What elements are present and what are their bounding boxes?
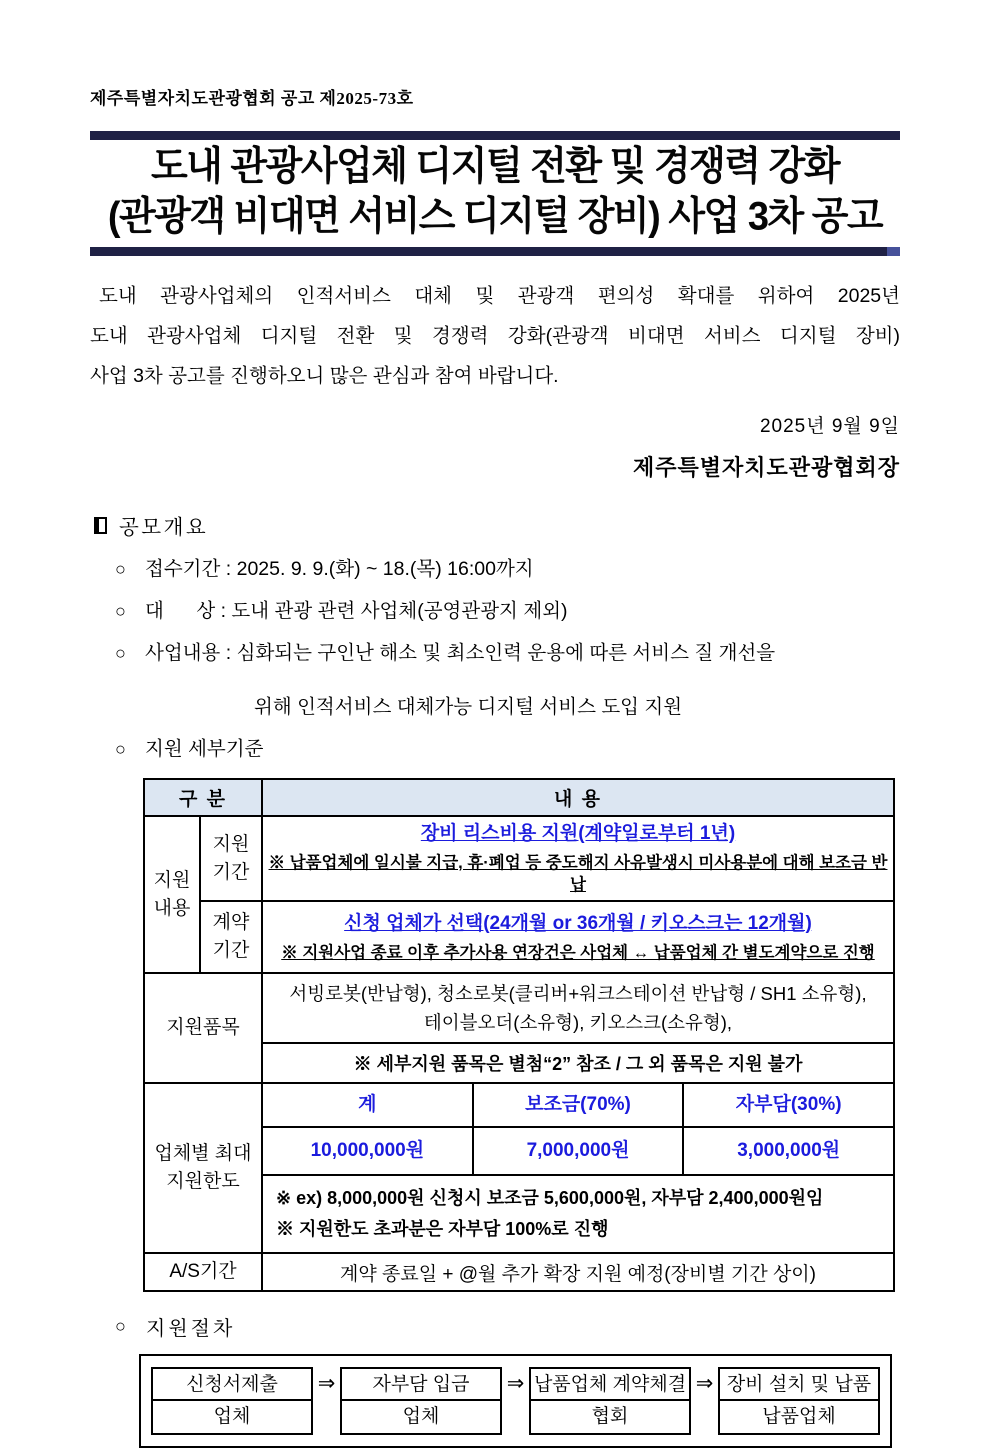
cell-support-period-content — [262, 816, 894, 901]
list-item-text: 지원 세부기준 — [145, 738, 264, 760]
title-bottom-bar-cap — [887, 247, 900, 256]
arrow-right-icon: ⇒ — [317, 1372, 336, 1395]
list-item-business-content-wrap — [115, 682, 900, 720]
process-flow-diagram — [139, 1354, 892, 1448]
process-heading-label: 지원절차 — [146, 1318, 236, 1340]
flow-step-name: 납품업체 계약체결 — [529, 1367, 691, 1401]
limit-col-subsidy: 보조금(70%) — [472, 1084, 683, 1126]
list-item-text-continued: 위해 인적서비스 대체가능 디지털 서비스 도입 지원 — [254, 696, 683, 718]
document-title — [90, 140, 900, 245]
cell-as-content: 계약 종료일 + @월 추가 확장 지원 예정(장비별 기간 상이) — [262, 1253, 894, 1291]
flow-step-name: 장비 설치 및 납품 — [718, 1367, 880, 1401]
flow-step-self-payment — [340, 1367, 502, 1435]
label-line: 업체별 최대 — [154, 1143, 252, 1164]
contract-period-main: 신청 업체가 선택(24개월 or 36개월 / 키오스크는 12개월) — [344, 912, 812, 934]
flow-step-actor: 업체 — [340, 1401, 502, 1435]
section-process-heading — [115, 1312, 900, 1341]
support-period-main: 장비 리스비용 지원(계약일로부터 1년) — [420, 823, 736, 844]
circle-bullet-icon: ○ — [115, 1316, 126, 1336]
limit-subheader-row — [263, 1084, 893, 1126]
signer: 제주특별자치도관광협회장 — [632, 455, 900, 480]
limit-val-self: 3,000,000원 — [682, 1128, 893, 1174]
circle-bullet-icon: ○ — [115, 559, 126, 579]
overview-heading-label: 공모개요 — [119, 516, 209, 539]
support-period-note: ※ 납품업체에 일시불 지급, 휴·폐업 등 중도해지 사유발생시 미사용분에 대해 보조금 반납 — [268, 854, 888, 894]
circle-bullet-icon: ○ — [115, 601, 126, 621]
intro-line-1: 도내 관광사업체의 인적서비스 대체 및 관광객 편의성 확대를 위하여 2025년 — [99, 285, 900, 307]
items-list — [263, 974, 893, 1042]
limit-values-row — [263, 1126, 893, 1174]
arrow-right-icon: ⇒ — [506, 1372, 525, 1395]
table-row-support-period — [144, 816, 894, 901]
cell-as-label: A/S기간 — [144, 1253, 262, 1291]
title-line-2: (관광객 비대면 서비스 디지털 장비) 사업 3차 공고 — [107, 195, 883, 239]
label-line: 내용 — [153, 897, 191, 919]
header-cell-naeyong: 내 용 — [262, 779, 894, 816]
list-item-reception-period — [115, 556, 900, 582]
contract-period-note: ※ 지원사업 종료 이후 추가사용 연장건은 사업체 ↔ 납품업체 간 별도계약으로 진행 — [281, 943, 875, 962]
list-item-support-criteria — [115, 736, 900, 762]
cell-limit-content — [262, 1083, 894, 1253]
cell-support-period-label — [200, 816, 262, 901]
flow-step-name: 자부담 입금 — [340, 1367, 502, 1401]
list-item-text: 대 상 : 도내 관광 관련 사업체(공영관광지 제외) — [145, 600, 568, 622]
list-item-target — [115, 598, 900, 624]
support-criteria-table — [143, 778, 895, 1292]
table-row-contract-period — [144, 901, 894, 973]
table-header-row — [144, 779, 894, 816]
label-line: 기간 — [212, 861, 250, 883]
table-row-as-period — [144, 1253, 894, 1291]
limit-note-2: ※ 지원한도 초과분은 자부담 100%로 진행 — [276, 1219, 609, 1239]
label-line: 계약 — [212, 912, 250, 933]
flow-step-actor: 납품업체 — [718, 1401, 880, 1435]
announcement-date: 2025년 9월 9일 — [759, 416, 900, 437]
intro-paragraph — [90, 276, 900, 396]
circle-bullet-icon: ○ — [115, 643, 126, 663]
cell-contract-period-label — [200, 901, 262, 973]
cell-contract-period-content — [262, 901, 894, 973]
list-item-text: 접수기간 : 2025. 9. 9.(화) ~ 18.(목) 16:00까지 — [145, 558, 534, 580]
label-line: 기간 — [212, 940, 250, 961]
limit-col-self: 자부담(30%) — [682, 1084, 893, 1126]
title-top-bar — [90, 131, 900, 140]
flow-step-actor: 협회 — [529, 1401, 691, 1435]
list-item-business-content — [115, 640, 900, 666]
limit-notes — [263, 1174, 893, 1252]
limit-col-total: 계 — [358, 1094, 377, 1115]
notice-number: 제주특별자치도관광협회 공고 제2025-73호 — [90, 89, 414, 108]
title-bottom-bar — [90, 247, 900, 256]
limit-note-1: ※ ex) 8,000,000원 신청시 보조금 5,600,000원, 자부담 2,400,000원임 — [276, 1188, 824, 1208]
limit-val-total: 10,000,000원 — [310, 1140, 425, 1161]
cell-items-content — [262, 973, 894, 1083]
items-line-1: 서빙로봇(반납형), 청소로봇(클리버+워크스테이션 반납형 / SH1 소유형), — [289, 983, 867, 1004]
flow-step-installation — [718, 1367, 880, 1435]
circle-bullet-icon: ○ — [115, 739, 126, 759]
flow-step-name: 신청서제출 — [151, 1367, 313, 1401]
square-bullet-icon — [94, 517, 107, 534]
title-line-1: 도내 관광사업체 디지털 전환 및 경쟁력 강화 — [150, 145, 840, 189]
header-cell-gubun: 구 분 — [144, 779, 262, 816]
items-note: ※ 세부지원 품목은 별첨“2” 참조 / 그 외 품목은 지원 불가 — [263, 1042, 893, 1082]
cell-support-group-label — [144, 816, 200, 973]
arrow-right-icon: ⇒ — [695, 1372, 714, 1395]
table-row-support-limit — [144, 1083, 894, 1253]
flow-step-application — [151, 1367, 313, 1435]
section-overview-heading — [94, 510, 900, 540]
label-line: 지원 — [153, 869, 191, 891]
overview-list — [90, 556, 900, 762]
flow-step-contract — [529, 1367, 691, 1435]
list-item-text: 사업내용 : 심화되는 구인난 해소 및 최소인력 운용에 따른 서비스 질 개선을 — [145, 642, 776, 664]
flow-step-actor: 업체 — [151, 1401, 313, 1435]
intro-line-3: 사업 3차 공고를 진행하오니 많은 관심과 참여 바랍니다. — [90, 365, 559, 387]
intro-line-2: 도내 관광사업체 디지털 전환 및 경쟁력 강화(관광객 비대면 서비스 디지털 장비) — [90, 325, 900, 347]
table-row-support-items — [144, 973, 894, 1083]
label-line: 지원한도 — [166, 1171, 240, 1192]
cell-limit-label — [144, 1083, 262, 1253]
label-line: 지원 — [212, 833, 250, 855]
cell-items-label: 지원품목 — [144, 973, 262, 1083]
items-line-2: 테이블오더(소유형), 키오스크(소유형), — [423, 1012, 733, 1033]
limit-val-subsidy: 7,000,000원 — [472, 1128, 683, 1174]
